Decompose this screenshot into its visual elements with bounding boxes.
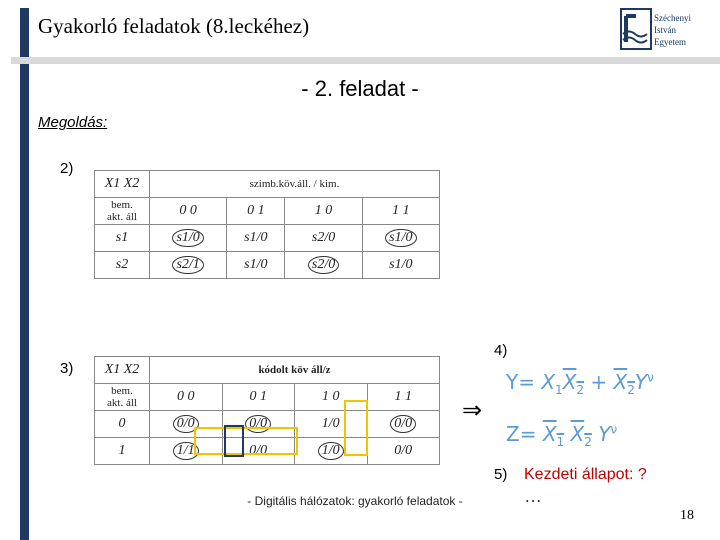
state-cell: 1 [95, 438, 150, 465]
circled-cell: 0/0 [173, 415, 199, 433]
logo-line-2: István [654, 25, 676, 35]
eq-var: X [541, 370, 556, 394]
column-header: 1 1 [367, 384, 440, 411]
eq-y-term4 [635, 370, 654, 394]
eq-var: Y [634, 370, 648, 394]
eq-sub: 1 [556, 435, 565, 449]
table-cell [150, 252, 227, 279]
logo-text [654, 12, 691, 48]
state-cell: s1 [95, 225, 150, 252]
solution-label: Megoldás: [38, 114, 108, 131]
slide-header-title: Gyakorló feladatok (8.leckéhez) [38, 14, 310, 38]
ellipsis: … [524, 486, 542, 506]
table-row [95, 225, 440, 252]
corner-cell [95, 171, 150, 198]
implies-arrow: ⇒ [462, 397, 483, 424]
corner-inputs: X1 X2 [104, 176, 140, 191]
column-header: 0 0 [150, 384, 223, 411]
corner-state: akt. áll [107, 211, 137, 223]
eq-var: X [570, 422, 585, 446]
eq-z-term2 [570, 422, 592, 449]
corner-inputs: X1 X2 [104, 362, 140, 377]
kmap-group-yellow-1 [194, 427, 298, 455]
table-header: szimb.köv.áll. / kim. [150, 171, 440, 198]
eq-y-term2 [562, 370, 585, 397]
corner-row-label [95, 384, 150, 411]
logo-line-3: Egyetem [654, 37, 686, 47]
part-5-label: 5) [494, 466, 508, 483]
table-cell: s1/0 [227, 252, 285, 279]
column-header: 0 1 [222, 384, 295, 411]
corner-bem: bem. [111, 385, 133, 397]
column-header: 1 0 [295, 384, 368, 411]
state-cell: 0 [95, 411, 150, 438]
eq-z-term3 [598, 422, 617, 446]
eq-sub: 2 [584, 435, 592, 449]
eq-y-lhs: Y= [506, 370, 535, 394]
kmap-group-blue [224, 425, 244, 457]
table-cell: s1/0 [227, 225, 285, 252]
kmap-group-yellow-2 [344, 400, 368, 456]
slide-footer [0, 494, 720, 508]
table-row [95, 252, 440, 279]
eq-sup: ν [647, 370, 654, 385]
circled-cell: 1/0 [318, 442, 344, 460]
eq-sub: 2 [627, 383, 635, 397]
page-number: 18 [680, 508, 694, 523]
column-header: 0 0 [150, 198, 227, 225]
eq-z-lhs: Z= [506, 422, 537, 446]
table-cell: s2/0 [285, 225, 362, 252]
eq-y-term1 [541, 370, 563, 397]
corner-cell [95, 357, 150, 384]
column-header: 1 1 [362, 198, 439, 225]
table-cell: 0/0 [367, 438, 440, 465]
part-4-label: 4) [494, 342, 508, 359]
table-cell [362, 225, 439, 252]
state-table-symbolic [94, 170, 440, 279]
circled-cell: s1/0 [172, 229, 203, 247]
eq-sub: 1 [555, 383, 563, 397]
eq-var: X [562, 370, 577, 394]
eq-y-term3 [613, 370, 635, 397]
eq-sup: ν [610, 422, 618, 437]
state-cell: s2 [95, 252, 150, 279]
circled-cell: s2/1 [172, 256, 203, 274]
university-logo [620, 8, 720, 58]
corner-state: akt. áll [107, 397, 137, 409]
table-header: kódolt köv áll/z [150, 357, 440, 384]
table-cell [367, 411, 440, 438]
circled-cell: 0/0 [245, 415, 271, 433]
part-3-label: 3) [60, 360, 74, 377]
circled-cell: s1/0 [385, 229, 416, 247]
equation-y [506, 370, 654, 397]
initial-state-text: Kezdeti állapot: ? [524, 466, 647, 483]
circled-cell: s2/0 [308, 256, 339, 274]
eq-var: X [613, 370, 628, 394]
logo-line-1: Széchenyi [654, 13, 691, 23]
part-2-label: 2) [60, 160, 74, 177]
slide-subtitle: - 2. feladat - [301, 76, 419, 101]
column-header: 0 1 [227, 198, 285, 225]
table-cell: s1/0 [362, 252, 439, 279]
eq-z-term1 [542, 422, 565, 449]
eq-sub: 2 [576, 383, 585, 397]
circled-cell: 1/1 [173, 442, 199, 460]
corner-row-label [95, 198, 150, 225]
table-cell: 1/0 [295, 411, 368, 438]
corner-bem: bem. [111, 199, 133, 211]
equation-z [506, 422, 617, 449]
table-cell [150, 225, 227, 252]
eq-var: X [542, 422, 557, 446]
footer-text: - Digitális hálózatok: gyakorló feladatok - [247, 494, 463, 508]
column-header: 1 0 [285, 198, 362, 225]
eq-y-plus: + [590, 370, 608, 394]
header-divider [11, 57, 720, 64]
table-cell: 0/0 [222, 438, 295, 465]
circled-cell: 0/0 [390, 415, 416, 433]
eq-var: Y [598, 422, 611, 446]
table-cell [285, 252, 362, 279]
logo-emblem-icon [620, 8, 652, 50]
